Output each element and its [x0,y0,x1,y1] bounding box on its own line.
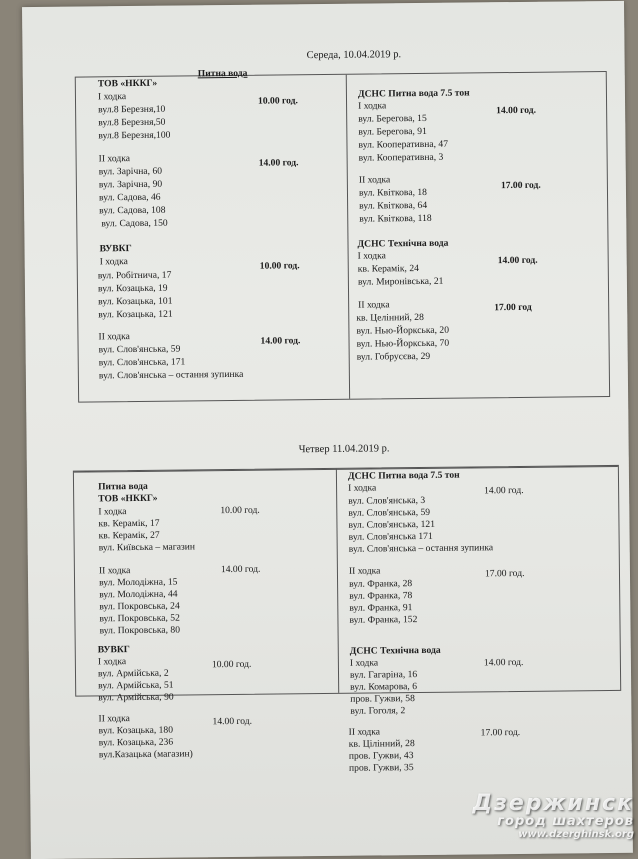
street: вул. Гагаріна, 16 [349,669,418,681]
day2-left-org1: ТОВ «НККГ» [98,492,158,505]
day1-left-heading: Питна вода [197,67,248,80]
street: пров. Гужви, 35 [348,762,414,774]
street: вул. Миронівська, 21 [357,275,444,288]
street: вул. Армійська, 90 [98,691,174,704]
street: вул. Комарова, 6 [350,681,418,693]
day2-top-border [74,466,618,473]
street: вул.Казацька (магазин) [98,748,193,761]
day1-left-org2-r2-label: ІІ ходка [98,331,130,343]
day1-left-org2: ВУВКГ [99,243,132,255]
day1-right-org1-r1-label: І ходка [358,100,387,112]
watermark-url: www.dzerghinsk.org [518,829,634,840]
day1-left-org2-r1-label: І ходка [99,256,128,268]
street: вул.8 Березня,50 [98,116,166,129]
street: вул. Берегова, 91 [358,125,427,138]
day1-right-org1: ДСНС Питна вода 7.5 тон [357,87,470,100]
street: вул. Садова, 150 [101,217,168,230]
street: вул. Квіткова, 18 [358,186,428,199]
day2-right-org1-r1-time: 14.00 год. [484,484,524,497]
street: вул. Кооперативна, 3 [358,151,444,164]
day2-date: Четвер 11.04.2019 р. [298,443,390,456]
street: вул. Козацька, 180 [98,724,174,737]
street: вул. Квіткова, 118 [359,212,432,225]
street: вул. Молодіжна, 15 [98,576,178,589]
street: вул. Зарічна, 90 [98,178,163,191]
day1-left-org2-r1-time: 10.00 год. [259,260,300,272]
day2-left-org1-r2-time: 14.00 год. [220,563,261,576]
day1-column-divider [346,75,350,399]
street: вул. Козацька, 101 [98,295,173,308]
street: вул. Франка, 91 [349,602,413,614]
day2-right-org1-r2-label: ІІ ходка [348,565,381,577]
street: вул. Армійська, 2 [97,667,169,680]
paper-sheet [22,1,633,859]
watermark-title: Дзержинск [472,791,634,816]
day1-right-org2-r1-label: І ходка [357,250,386,262]
street: вул. Берегова, 15 [358,112,427,125]
street: вул. Гобрусєва, 29 [356,350,431,363]
street: вул. Покровська, 80 [99,624,181,637]
day1-left-org1: ТОВ «НККГ» [97,77,158,90]
day1-right-org1-r2-label: ІІ ходка [358,174,391,186]
day2-table [73,465,621,774]
day1-right-org2-r2-label: ІІ ходка [358,299,390,311]
day1-table [75,67,610,403]
street: вул. Слов'янська – остання зупинка [98,368,244,382]
street: вул. Гоголя, 2 [350,705,406,717]
day2-left-org2-r2-label: ІІ ходка [98,713,130,725]
day2-column-divider [336,469,339,693]
street: вул. Слов'янська, 3 [348,494,426,507]
street: вул. Слов'янська, 121 [348,518,436,531]
site-watermark-logo [454,793,634,841]
street: вул. Київська – магазин [98,541,196,554]
day1-left-org1-r1-label: І ходка [97,91,127,103]
day2-right-org2-r2-time: 17.00 год. [480,726,521,739]
day1-date: Середа, 10.04.2019 р. [306,49,402,62]
day2-right-org1-r2-time: 17.00 год. [484,567,525,580]
day1-left-org1-r1-time: 10.00 год. [257,95,298,107]
day1-left-org2-r2-time: 14.00 год. [260,335,301,347]
street: вул. Франка, 28 [349,578,413,590]
street: вул. Нью-Йоркська, 20 [356,324,450,337]
day2-left-org2-r2-time: 14.00 год. [212,715,253,728]
street: вул. Кооперативна, 47 [358,138,449,151]
street: вул. Зарічна, 60 [98,165,163,178]
day2-left-org2-r1-time: 10.00 год. [211,658,252,671]
day2-right-org1-r1-label: І ходка [348,482,377,494]
street: кв. Керамік, 17 [98,517,160,530]
street: пров. Гужви, 58 [350,693,415,705]
street: кв. Керамік, 27 [98,529,160,542]
street: кв. Цілінний, 28 [348,738,415,750]
day2-left-org1-r1-time: 10.00 год. [220,504,260,517]
street: вул. Садова, 46 [98,191,161,204]
street: вул. Садова, 108 [99,204,166,217]
street: вул. Козацька, 236 [98,736,174,749]
street: вул. Франка, 152 [349,614,418,626]
street: вул. Молодіжна, 44 [99,588,178,601]
street: вул. Слов'янська, 59 [98,343,181,356]
day1-right-org2-r2-time: 17.00 год [494,301,532,314]
day1-right-org1-r1-time: 14.00 год. [496,104,537,117]
street: вул.8 Березня,100 [98,129,171,142]
street: вул. Слов'янська 171 [348,530,433,543]
street: кв. Целінний, 28 [356,311,424,324]
day2-left-org1-r1-label: І ходка [98,506,127,518]
street: вул. Квіткова, 64 [359,199,428,212]
street: вул. Покровська, 52 [99,612,180,625]
day1-right-org2: ДСНС Технічна вода [357,237,449,250]
street: вул. Козацька, 19 [97,282,168,295]
day1-left-org1-r2-label: ІІ ходка [98,153,131,165]
day2-left-org1-r2-label: ІІ ходка [98,565,131,577]
street: вул. Покровська, 24 [99,600,180,613]
street: вул.8 Березня,10 [98,103,166,116]
day2-right-org2-r1-time: 14.00 год. [483,656,524,669]
day1-right-org1-r2-time: 17.00 год. [500,179,541,192]
street: вул. Армійська, 51 [98,679,174,692]
street: вул. Слов'янська, 59 [348,506,431,519]
watermark-subtitle: город шахтеров [497,814,634,829]
day1-left-org1-r2-time: 14.00 год. [258,157,299,169]
day2-right-org1: ДСНС Питна вода 7.5 тон [347,469,460,482]
street: пров. Гужви, 43 [348,750,414,762]
day2-right-org2: ДСНС Технічна вода [349,644,441,657]
street: вул. Нью-Йоркська, 70 [356,337,450,350]
street: вул. Слов'янська – остання зупинка [348,542,494,555]
day2-left-org2-r1-label: І ходка [97,656,127,668]
street: вул. Робітнича, 17 [97,269,172,282]
day2-right-org2-r1-label: І ходка [349,657,379,669]
street: вул. Франка, 78 [349,590,413,602]
street: вул. Слов'янська, 171 [98,356,186,369]
day2-right-org2-r2-label: ІІ ходка [348,726,381,738]
street: вул. Козацька, 121 [98,308,173,321]
street: кв. Керамік, 24 [357,263,419,275]
day1-right-org2-r1-time: 14.00 год. [497,254,538,267]
day2-left-org2: ВУВКГ [97,644,130,656]
day2-left-heading: Питна вода [97,480,148,493]
